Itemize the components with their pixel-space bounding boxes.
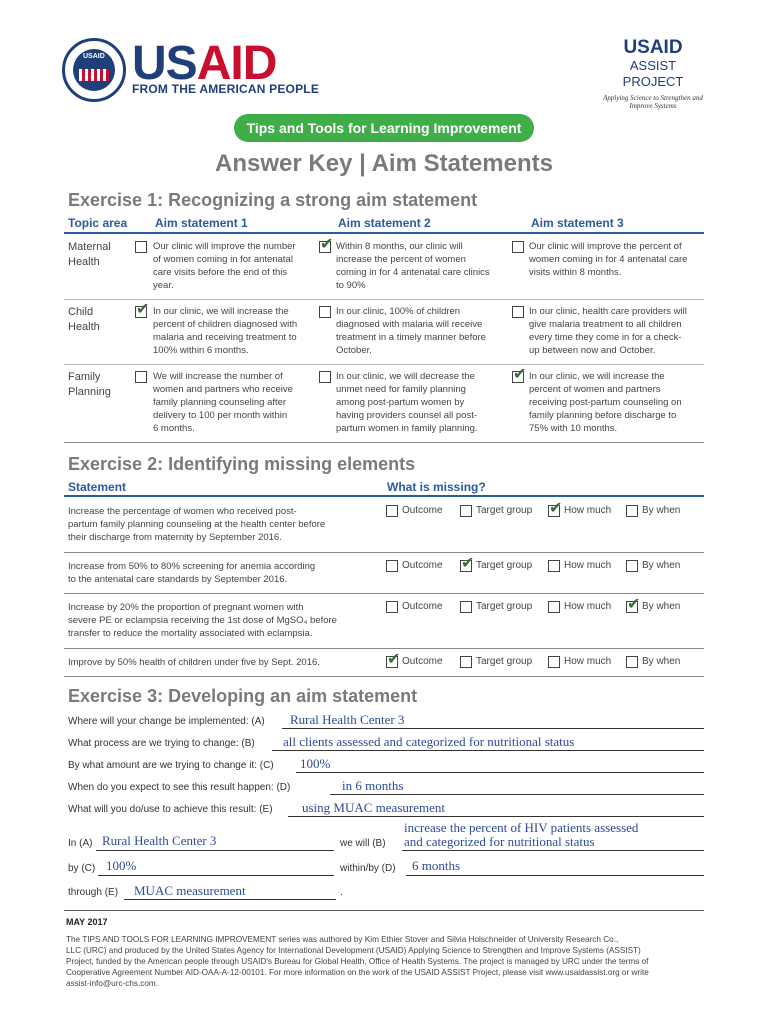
exercise1-title: Exercise 1: Recognizing a strong aim statement — [68, 190, 478, 210]
footer-credits — [66, 934, 706, 989]
aim-checkbox[interactable] — [135, 241, 147, 253]
question-label: What will you do/use to achieve this result: (E) — [68, 804, 273, 815]
aim-statement-line: year. — [153, 280, 174, 291]
answer-value[interactable]: using MUAC measurement — [302, 800, 445, 815]
row-divider — [64, 593, 704, 594]
in-a-label: In (A) — [68, 838, 93, 849]
statement-line: Increase the percentage of women who received post- — [68, 506, 297, 517]
aim-statement-line: In our clinic, we will increase the — [529, 371, 665, 382]
aim-statement-line: diagnosed with malaria will receive — [336, 319, 483, 330]
answer-value[interactable]: Rural Health Center 3 — [290, 712, 405, 727]
answer-line — [330, 794, 704, 795]
question-label: When do you expect to see this result happen: (D) — [68, 782, 291, 793]
page-title: Answer Key | Aim Statements — [215, 150, 553, 177]
aim-statement-line: delivery to 100 per month within — [153, 410, 288, 421]
topic-area-label: Health — [68, 321, 100, 333]
missing-element-checkbox[interactable] — [548, 560, 560, 572]
row-divider — [64, 364, 704, 365]
row-divider — [64, 676, 704, 677]
aim-statement-line: We will increase the number of — [153, 371, 283, 382]
footer-divider — [64, 910, 704, 911]
aim-statement-line: unmet need for family planning — [336, 384, 466, 395]
statement-line: transfer to reduce the mortality associated with eclampsia. — [68, 628, 313, 639]
missing-element-label: Target group — [476, 560, 533, 571]
divider — [64, 495, 704, 497]
answer-line — [272, 750, 704, 751]
missing-element-checkbox[interactable] — [626, 560, 638, 572]
missing-element-checkbox[interactable] — [548, 656, 560, 668]
missing-element-label: Target group — [476, 656, 533, 667]
usaid-seal-icon: USAID — [62, 38, 126, 102]
through-e-line — [124, 899, 336, 900]
checkmark-icon: ✔ — [549, 500, 563, 517]
answer-value[interactable]: all clients assessed and categorized for nutritional status — [283, 734, 575, 749]
statement-line: severe PE or eclampsia receiving the 1st dose of MgSO₄ before — [68, 615, 337, 626]
missing-element-checkbox[interactable] — [386, 560, 398, 572]
answer-line — [282, 728, 704, 729]
by-c-label: by (C) — [68, 863, 96, 874]
topic-area-label: Family — [68, 371, 101, 383]
aim-checkbox[interactable] — [512, 306, 524, 318]
ex1-header-topic: Topic area — [68, 216, 128, 230]
statement-line: to the antenatal care standards by September 2016. — [68, 574, 288, 585]
aim-statement-line: In our clinic, we will increase the — [153, 306, 289, 317]
in-a-line — [96, 850, 334, 851]
aim-statement-line: having providers counsel all post- — [336, 410, 477, 421]
through-e-value[interactable]: MUAC measurement — [134, 883, 246, 898]
answer-value[interactable]: in 6 months — [342, 778, 404, 793]
usaid-logo: USAID — [132, 37, 277, 90]
within-d-value[interactable]: 6 months — [412, 858, 461, 873]
statement-line: partum family planning counseling at the health center before — [68, 519, 326, 530]
aim-statement-line: Within 8 months, our clinic will — [336, 241, 463, 252]
ex1-header-aim2: Aim statement 2 — [338, 216, 431, 230]
aim-checkbox[interactable] — [319, 306, 331, 318]
question-label: By what amount are we trying to change it: (C) — [68, 760, 274, 771]
ex2-header-missing: What is missing? — [387, 480, 486, 494]
aim-statement-line: In our clinic, 100% of children — [336, 306, 461, 317]
missing-element-label: How much — [564, 505, 612, 516]
will-b-value-2[interactable]: and categorized for nutritional status — [404, 834, 595, 849]
assist-logo: USAID ASSIST PROJECT Applying Science to Strengthen and Improve Systems — [603, 37, 703, 110]
missing-element-checkbox[interactable] — [460, 656, 472, 668]
missing-element-label: Outcome — [402, 656, 443, 667]
checkmark-icon: ✔ — [320, 236, 334, 253]
within-d-line — [406, 875, 704, 876]
question-label: Where will your change be implemented: (A) — [68, 716, 265, 727]
aim-statement-line: increase the percent of women — [336, 254, 466, 265]
aim-statement-line: family planning before discharge to — [529, 410, 677, 421]
exercise3-title: Exercise 3: Developing an aim statement — [68, 686, 418, 706]
missing-element-checkbox[interactable] — [626, 656, 638, 668]
aim-statement-line: to 90% — [336, 280, 366, 291]
aim-statement-line: coming in for 4 antenatal care clinics — [336, 267, 490, 278]
missing-element-label: How much — [564, 601, 612, 612]
footer-line: The TIPS AND TOOLS FOR LEARNING IMPROVEMENT series was authored by Kim Ethier Stover and Silvia Holschneider of University Research Co., — [66, 935, 619, 944]
aim-statement-line: women coming in for 4 antenatal care — [529, 254, 688, 265]
aim-statement-line: In our clinic, we will decrease the — [336, 371, 475, 382]
aim-statement-line: Our clinic will improve the percent of — [529, 241, 682, 252]
aim-statement-line: care visits before the end of this — [153, 267, 288, 278]
row-divider — [64, 552, 704, 553]
footer-line: Cooperative Agreement Number AID-OAA-A-12-00101. For more information on the work of the USAID ASSIST Project, please visit www.usaidassist.org or write — [66, 968, 649, 977]
footer-line: assist-info@urc-chs.com. — [66, 979, 159, 988]
by-c-line — [98, 875, 334, 876]
aim-statement-line: 6 months. — [153, 423, 195, 434]
statement-line: Increase from 50% to 80% screening for anemia according — [68, 561, 316, 572]
ex2-header-statement: Statement — [68, 480, 127, 494]
through-e-label: through (E) — [68, 887, 119, 898]
missing-element-label: By when — [642, 601, 681, 612]
missing-element-label: Outcome — [402, 560, 443, 571]
missing-element-checkbox[interactable] — [460, 505, 472, 517]
missing-element-label: By when — [642, 656, 681, 667]
checkmark-icon: ✔ — [513, 366, 527, 383]
row-divider — [64, 299, 704, 300]
by-c-value[interactable]: 100% — [106, 858, 137, 873]
topic-area-label: Child — [68, 306, 94, 318]
aim-statement-line: every time they come in for a check- — [529, 332, 682, 343]
statement-line: Improve by 50% health of children under five by Sept. 2016. — [68, 657, 320, 668]
checkmark-icon: ✔ — [136, 301, 150, 318]
aim-statement-line: of women coming in for antenatal — [153, 254, 293, 265]
question-label: What process are we trying to change: (B) — [68, 738, 255, 749]
missing-element-checkbox[interactable] — [460, 601, 472, 613]
aim-statement-line: partum women in family planning. — [336, 423, 478, 434]
missing-element-label: By when — [642, 560, 681, 571]
aim-checkbox[interactable] — [512, 241, 524, 253]
aim-statement-line: up between now and October. — [529, 345, 656, 356]
divider — [64, 442, 704, 443]
aim-statement-line: give malaria treatment to all children — [529, 319, 682, 330]
aim-statement-line: family planning counseling after — [153, 397, 287, 408]
in-a-value[interactable]: Rural Health Center 3 — [102, 833, 217, 848]
footer-line: Project, funded by the American people through USAID's Bureau for Global Health, Office of Health Systems. The project is managed by URC under the terms of — [66, 957, 649, 966]
aim-statement-line: percent of women and partners — [529, 384, 661, 395]
aim-statement-line: receiving post-partum counseling on — [529, 397, 682, 408]
aim-statement-line: October. — [336, 345, 372, 356]
footer-line: LLC (URC) and produced by the United States Agency for International Development (USAID) Applying Science to Strengthen and Improve Systems (ASSIST) — [66, 946, 641, 955]
aim-statement-line: visits within 8 months. — [529, 267, 622, 278]
topic-area-label: Health — [68, 256, 100, 268]
missing-element-checkbox[interactable] — [386, 601, 398, 613]
answer-value[interactable]: 100% — [300, 756, 331, 771]
through-e-period: . — [340, 887, 343, 898]
divider — [64, 232, 704, 234]
missing-element-label: Target group — [476, 601, 533, 612]
aim-statement-line: percent of children diagnosed with — [153, 319, 298, 330]
missing-element-label: How much — [564, 656, 612, 667]
missing-element-label: How much — [564, 560, 612, 571]
missing-element-checkbox[interactable] — [548, 601, 560, 613]
within-d-label: within/by (D) — [340, 863, 396, 874]
aim-checkbox[interactable] — [135, 371, 147, 383]
aim-statement-line: treatment in a timely manner before — [336, 332, 486, 343]
series-banner: Tips and Tools for Learning Improvement — [234, 114, 534, 142]
missing-element-checkbox[interactable] — [626, 505, 638, 517]
exercise2-title: Exercise 2: Identifying missing elements — [68, 454, 416, 474]
will-b-label: we will (B) — [340, 838, 386, 849]
checkmark-icon: ✔ — [461, 555, 475, 572]
missing-element-label: Outcome — [402, 601, 443, 612]
missing-element-label: Outcome — [402, 505, 443, 516]
aim-statement-line: Our clinic will improve the number — [153, 241, 296, 252]
ex1-header-aim3: Aim statement 3 — [531, 216, 624, 230]
missing-element-label: By when — [642, 505, 681, 516]
missing-element-checkbox[interactable] — [386, 505, 398, 517]
missing-element-label: Target group — [476, 505, 533, 516]
aim-statement-line: women and partners who receive — [153, 384, 293, 395]
topic-area-label: Maternal — [68, 241, 111, 253]
aim-statement-line: 75% with 10 months. — [529, 423, 618, 434]
statement-line: their discharge from maternity by September 2016. — [68, 532, 282, 543]
answer-line — [296, 772, 704, 773]
row-divider — [64, 648, 704, 649]
footer-date: MAY 2017 — [66, 917, 108, 927]
aim-statement-line: In our clinic, health care providers will — [529, 306, 687, 317]
checkmark-icon: ✔ — [627, 596, 641, 613]
topic-area-label: Planning — [68, 386, 111, 398]
usaid-tagline: FROM THE AMERICAN PEOPLE — [132, 82, 320, 96]
aim-statement-line: 100% within 6 months. — [153, 345, 249, 356]
aim-statement-line: among post-partum women by — [336, 397, 465, 408]
statement-line: Increase by 20% the proportion of pregnant women with — [68, 602, 304, 613]
aim-statement-line: malaria and receiving treatment to — [153, 332, 297, 343]
will-b-line — [402, 850, 704, 851]
checkmark-icon: ✔ — [387, 651, 401, 668]
aim-checkbox[interactable] — [319, 371, 331, 383]
ex1-header-aim1: Aim statement 1 — [155, 216, 248, 230]
will-b-value-1[interactable]: increase the percent of HIV patients assessed — [404, 820, 639, 835]
answer-line — [288, 816, 704, 817]
